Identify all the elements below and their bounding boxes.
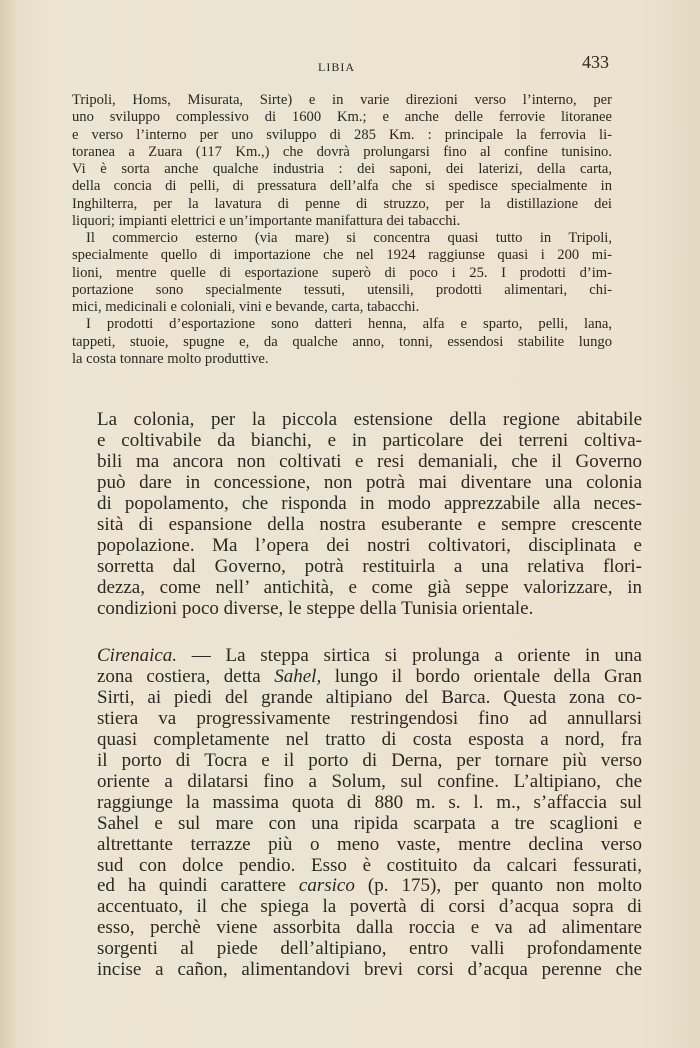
text-line (72, 265, 612, 282)
text-run: la costa tonnare molto produttive. (72, 350, 269, 367)
text-line (97, 536, 642, 557)
text-line (97, 667, 642, 688)
text-line (72, 92, 612, 109)
text-run: Sahel e sul mare con una ripida scarpata a tre scaglioni e (97, 812, 642, 834)
text-run: Sirti, ai piedi del grande altipiano del Barca. Questa zona co- (97, 686, 642, 708)
text-line (72, 247, 612, 264)
text-line (72, 144, 612, 161)
text-line (97, 709, 642, 730)
text-run: liquori; impianti elettrici e un’importante manifattura dei tabacchi. (72, 212, 461, 229)
text-line (97, 410, 642, 431)
text-run: e verso l’interno per uno sviluppo di 285 Km. : principale la ferrovia li- (72, 126, 612, 143)
text-run: sud con dolce pendio. Esso è costituito da calcari fessurati, (97, 854, 642, 876)
italic-term: Sahel, (274, 665, 322, 687)
text-run: ed ha quindi carattere (97, 875, 299, 897)
text-line (97, 793, 642, 814)
text-run: lioni, mentre quelle di esportazione superò di poco i 25. I prodotti d’im- (72, 264, 612, 281)
text-line (72, 299, 612, 316)
text-line (97, 599, 642, 620)
running-head: LIBIA (318, 60, 355, 74)
text-line (97, 856, 642, 877)
text-line (97, 835, 642, 856)
paragraph (72, 316, 612, 368)
text-line (97, 960, 642, 981)
paragraph (72, 230, 612, 316)
text-run: della concia di pelli, di pressatura dell’alfa che si spedisce specialmente in (72, 178, 612, 195)
text-run: sità di espansione della nostra esuberante e sempre crescente (97, 513, 642, 535)
text-run: Vi è sorta anche qualche industria : dei saponi, dei laterizi, della carta, (72, 161, 612, 177)
text-line (97, 751, 642, 772)
text-line (97, 918, 642, 939)
text-line (97, 646, 642, 667)
text-line (72, 230, 612, 247)
text-line (97, 730, 642, 751)
text-line (72, 213, 612, 230)
text-run: quasi completamente nel tratto di costa esposta a nord, fra (97, 728, 642, 750)
text-run: e coltivabile da bianchi, e in particolare dei terreni coltiva- (97, 429, 642, 451)
text-run: uno sviluppo complessivo di 1600 Km.; e anche delle ferrovie litoranee (72, 109, 612, 126)
text-line (97, 452, 642, 473)
text-run: il porto di Tocra e il porto di Derna, per tornare più verso (97, 749, 642, 771)
text-run: condizioni poco diverse, le steppe della Tunisia orientale. (97, 597, 534, 619)
text-run: di popolamento, che risponda in modo apprezzabile alla neces- (97, 492, 642, 514)
text-run: — La steppa sirtica si prolunga a oriente in una (177, 645, 642, 666)
text-line (97, 494, 642, 515)
italic-term: Cirenaica. (97, 645, 178, 666)
text-run: incise a cañon, alimentandovi brevi corsi d’acqua perenne che (97, 959, 642, 981)
text-run: specialmente quello di importazione che nel 1924 raggiunse quasi i 200 mi- (72, 247, 612, 264)
small-print-section (72, 92, 612, 368)
text-line (72, 109, 612, 126)
text-line (97, 688, 642, 709)
text-line (97, 814, 642, 835)
page-number: 433 (582, 52, 609, 72)
text-run: accentuato, il che spiega la povertà di corsi d’acqua sopra di (97, 896, 642, 918)
text-line (97, 473, 642, 494)
paragraph-cirenaica (97, 646, 642, 981)
text-run: esso, perchè viene assorbita dalla roccia e va ad alimentare (97, 917, 642, 939)
text-run: sorgenti al piede dell’altipiano, entro valli profondamente (97, 938, 642, 960)
text-run: portazione sono specialmente tessuti, utensili, prodotti alimentari, chi- (72, 281, 612, 298)
text-run: tappeti, stuoie, spugne e, da qualche anno, tonni, essendosi stabilite lungo (72, 333, 612, 350)
text-run: popolazione. Ma l’opera dei nostri coltivatori, disciplinata e (97, 534, 642, 556)
text-line (72, 178, 612, 195)
text-line (97, 557, 642, 578)
text-run: stiera va progressivamente restringendosi fino ad annullarsi (97, 707, 642, 729)
text-line (97, 876, 642, 897)
text-run: I prodotti d’esportazione sono datteri henna, alfa e sparto, pelli, lana, (86, 316, 612, 333)
paragraph (72, 92, 612, 230)
text-run: La colonia, per la piccola estensione della regione abitabile (97, 409, 642, 430)
text-line (72, 351, 612, 368)
text-line (72, 196, 612, 213)
text-line (97, 772, 642, 793)
text-run: mici, medicinali e coloniali, vini e bevande, carta, tabacchi. (72, 299, 420, 315)
text-line (97, 939, 642, 960)
text-line (97, 431, 642, 452)
paragraph-colonia (97, 410, 642, 620)
text-line (97, 897, 642, 918)
paragraph (97, 410, 642, 620)
text-run: Inghilterra, per la lavatura di penne di struzzo, per la distillazione dei (72, 195, 612, 212)
text-run: Il commercio esterno (via mare) si concentra quasi tutto in Tripoli, (86, 230, 612, 246)
text-run: toranea a Zuara (117 Km.,) che dovrà prolungarsi fino al confine tunisino. (72, 143, 612, 160)
text-run: lungo il bordo orientale della Gran (321, 665, 642, 687)
text-run: può dare in concessione, non potrà mai diventare una colonia (97, 471, 642, 493)
text-run: altrettante terrazze più o meno vaste, mentre declina verso (97, 833, 642, 855)
text-line (72, 316, 612, 333)
text-run: zona costiera, detta (97, 665, 275, 687)
text-line (97, 515, 642, 536)
text-run: Tripoli, Homs, Misurata, Sirte) e in varie direzioni verso l’interno, per (72, 92, 612, 108)
text-line (72, 282, 612, 299)
text-line (72, 161, 612, 178)
italic-term: carsico (298, 875, 355, 897)
text-run: dezza, come nell’ antichità, e come già seppe valorizzare, in (97, 576, 642, 598)
text-line (72, 334, 612, 351)
text-run: sorretta dal Governo, potrà restituirla a una relativa flori- (97, 555, 642, 577)
paragraph (97, 646, 642, 981)
text-run: oriente a dilatarsi fino a Solum, sul confine. L’altipiano, che (97, 770, 642, 792)
text-run: raggiunge la massima quota di 880 m. s. l. m., s’affaccia sul (97, 791, 642, 813)
text-run: bili ma ancora non coltivati e resi demaniali, che il Governo (97, 450, 642, 472)
text-run: (p. 175), per quanto non molto (354, 875, 642, 897)
text-line (72, 127, 612, 144)
text-line (97, 578, 642, 599)
